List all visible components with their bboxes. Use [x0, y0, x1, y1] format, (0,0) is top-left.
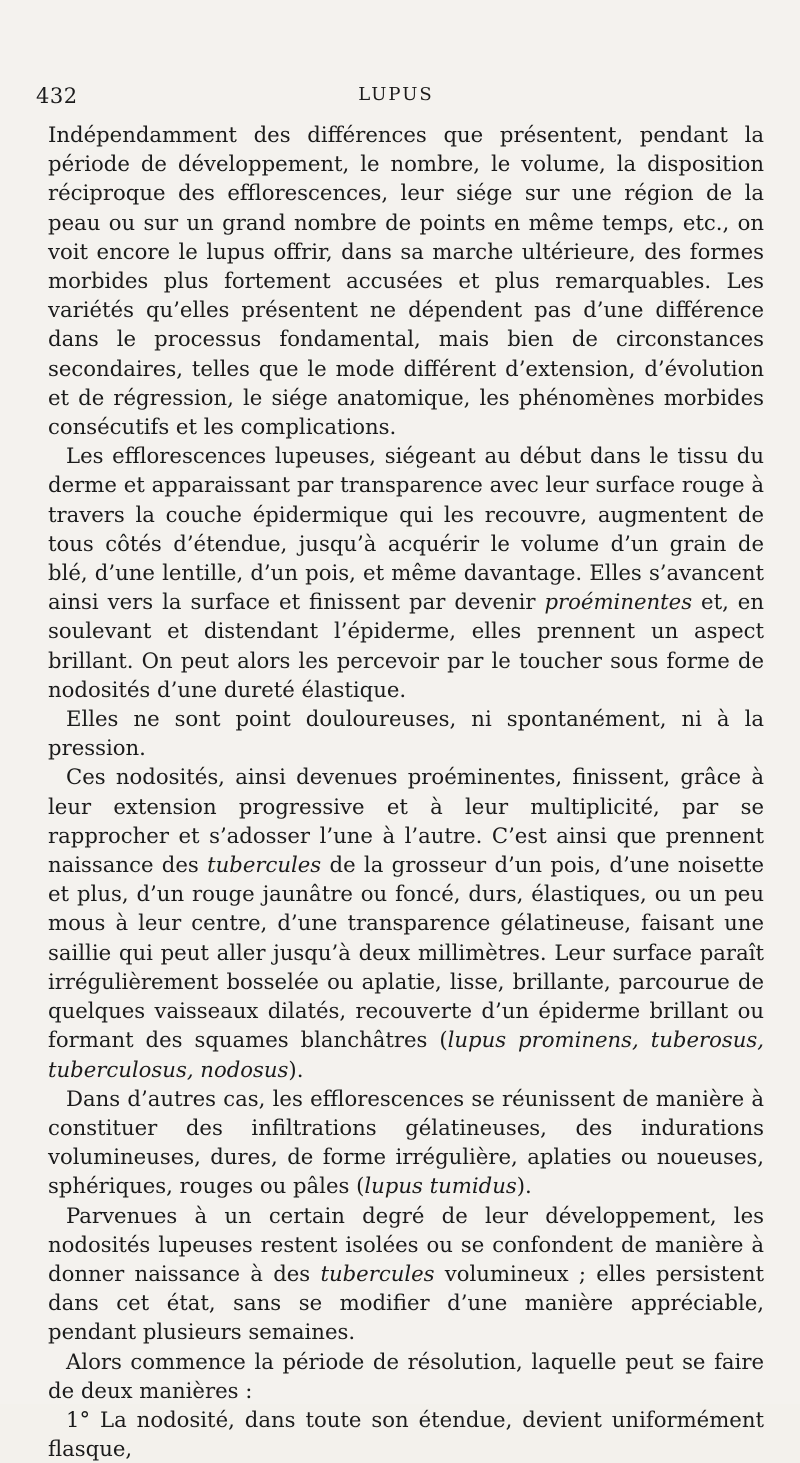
text-run: de la grosseur d’un pois, d’une noisette et plus, d’un rouge jaunâtre ou foncé, durs, élastiques, ou un peu mous à leur centre, d’une transparence gélatineuse, faisant une saillie qui peut aller jusqu’à deux millimètres. Leur surface paraît irrégulièrement bosselée ou aplatie, lisse, brillante, parcourue de quelques vaisseaux dilatés, recouverte d’un épiderme brillant ou formant des squames blanchâtres (: [48, 852, 764, 1053]
text-run: Indépendamment des différences que présentent, pendant la période de développement, le nombre, le volume, la disposition réciproque des efflorescences, leur siége sur une région de la peau ou sur un grand nombre de points en même temps, etc., on voit encore le lupus offrir, dans sa marche ultérieure, des formes morbides plus fortement accusées et plus remarquables. Les variétés qu’elles présentent ne dépendent pas d’une différence dans le processus fondamental, mais bien de circonstances secondaires, telles que le mode différent d’extension, d’évolution et de régression, le siége anatomique, les phénomènes morbides consécutifs et les complications.: [48, 122, 764, 440]
paragraph: [48, 441, 764, 704]
text-run: Dans d’autres cas, les efflorescences se réunissent de manière à constituer des infiltrations gélatineuses, des indurations volumineuses, dures, de forme irrégulière, aplaties ou noueuses, sphériques, rouges ou pâles (: [48, 1085, 764, 1199]
running-title: LUPUS: [358, 84, 434, 105]
paragraph: [48, 1201, 764, 1347]
text-run: Alors commence la période de résolution, laquelle peut se faire de deux manières :: [48, 1348, 764, 1403]
italic-term: lupus tumidus: [364, 1173, 517, 1199]
page-header: [36, 84, 756, 114]
text-run: Les efflorescences lupeuses, siégeant au début dans le tissu du derme et apparaissant par transparence avec leur surface rouge à travers la couche épidermique qui les recouvre, augmentent de tous côtés d’étendue, jusqu’à acquérir le volume d’un grain de blé, d’une lentille, d’un pois, et même davantage. Elles s’avancent ainsi vers la surface et finissent par devenir: [48, 443, 764, 615]
body-text: [48, 120, 764, 1463]
italic-term: tubercules: [207, 852, 322, 878]
italic-term: lupus prominens, tuberosus, tuberculosus, nodosus: [48, 1027, 764, 1082]
text-run: ).: [516, 1173, 532, 1199]
text-run: ).: [288, 1056, 304, 1082]
text-run: Parvenues à un certain degré de leur développement, les nodosités lupeuses restent isolées ou se confondent de manière à donner naissance à des: [48, 1202, 764, 1286]
text-run: Elles ne sont point douloureuses, ni spontanément, ni à la pression.: [48, 706, 764, 761]
page-number: 432: [36, 84, 78, 108]
text-run: volumineux ; elles persistent dans cet état, sans se modifier d’une manière appréciable, pendant plusieurs semaines.: [48, 1260, 764, 1345]
paragraph: [48, 762, 764, 1083]
text-run: Ces nodosités, ainsi devenues proéminentes, finissent, grâce à leur extension progressive et à leur multiplicité, par se rapprocher et s’adosser l’une à l’autre. C’est ainsi que prennent naissance des: [48, 764, 764, 878]
italic-term: tubercules: [320, 1260, 435, 1286]
text-run: 1° La nodosité, dans toute son étendue, devient uniformément flasque,: [48, 1406, 764, 1462]
italic-term: proéminentes: [544, 589, 693, 615]
text-run: et, en soulevant et distendant l’épiderme, elles prennent un aspect brillant. On peut alors les percevoir par le toucher sous forme de nodosités d’une dureté élastique.: [48, 589, 764, 702]
paragraph: [48, 704, 764, 762]
paragraph: [48, 120, 764, 441]
paragraph: [48, 1347, 764, 1405]
paragraph: [48, 1084, 764, 1201]
paragraph: [48, 1405, 764, 1463]
